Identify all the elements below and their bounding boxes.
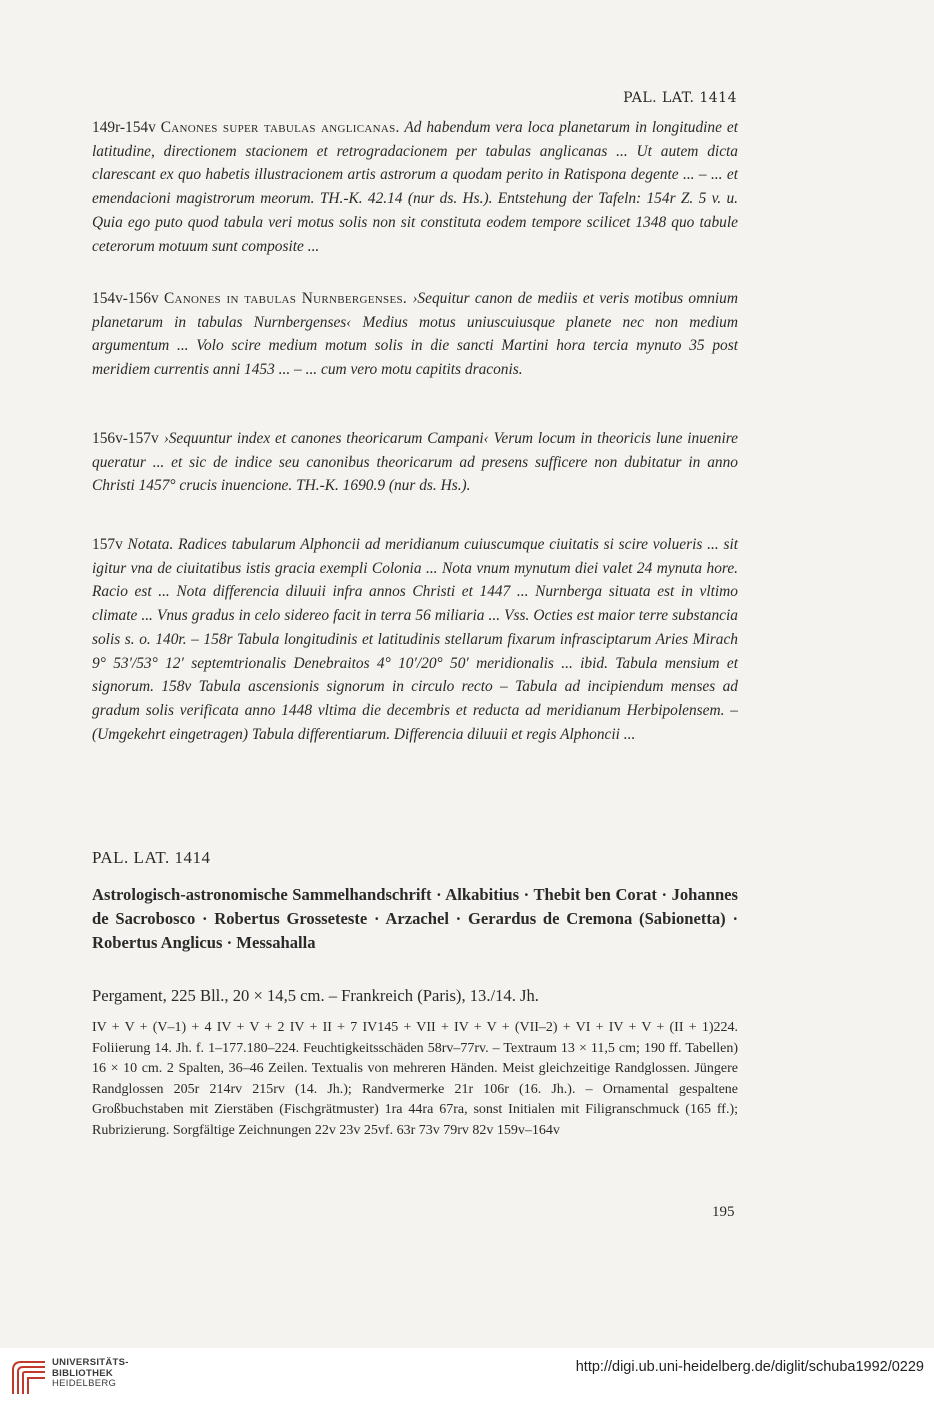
entry-3 xyxy=(92,427,738,498)
entry-1-ref: 149r-154v xyxy=(92,119,156,136)
manuscript-title: Astrologisch-astronomische Sammelhandschrift · Alkabitius · Thebit ben Corat · Johannes de Sacrobosco · Robertus Grosseteste · Arzachel · Gerardus de Cremona (Sabionetta) · Robertus Anglicus · Messahalla xyxy=(92,885,738,952)
library-name-line1: UNIVERSITÄTS- xyxy=(52,1357,129,1368)
library-name-line3: HEIDELBERG xyxy=(52,1378,117,1389)
entry-4 xyxy=(92,533,738,746)
entry-4-ref: 157v xyxy=(92,536,123,553)
section-heading: PAL. LAT. 1414 xyxy=(92,848,211,867)
entry-2-text: ›Sequitur canon de mediis et veris motibus omnium planetarum in tabulas Nurnbergenses‹ Medius motus uniuscuiusque planete nec non medium argumentum ... Volo scire medium motum solis in die sancti Martini hora tercia mynuto 35 post meridiem currentis anni 1453 ... – ... cum vero motu capitits draconis. xyxy=(92,290,738,379)
page-number: 195 xyxy=(712,1204,735,1220)
entry-1 xyxy=(92,116,738,258)
collation-description: IV + V + (V–1) + 4 IV + V + 2 IV + II + 7 IV145 + VII + IV + V + (VII–2) + VI + IV + V + (II + 1)224. Foliierung 14. Jh. f. 1–177.180–224. Feuchtigkeitsschäden 58rv–77rv. – Textraum 13 × 11,5 cm; 190 ff. Tabellen) 16 × 10 cm. 2 Spalten, 36–46 Zeilen. Textualis von mehreren Händen. Meist gleichzeitige Randglossen. Jüngere Randglossen 205r 214rv 215rv (14. Jh.); Randvermerke 21r 106r (16. Jh.). – Ornamental gespaltene Großbuchstaben mit Zierstäben (Fischgrätmuster) 1ra 44ra 67ra, sonst Initialen mit Filigranschmuck (165 ff.); Rubrizierung. Sorgfältige Zeichnungen 22v 23v 25vf. 63r 73v 79rv 82v 159v–164v xyxy=(92,1020,738,1138)
entry-2 xyxy=(92,287,738,382)
library-name[interactable] xyxy=(52,1358,129,1390)
running-head: PAL. LAT. 1414 xyxy=(623,90,737,106)
entry-4-text: Notata. Radices tabularum Alphoncii ad meridianum cuiuscumque ciuitatis si scire volueris ... sit igitur vna de ciuitatibus istis gracia exempli Colonia ... Nota vnum mynutum diei valet 24 mynuta hore. Racio est ... Nota differencia diluuii infra annos Christi et 1447 ... Nurnberga situata est in vltimo climate ... Vnus gradus in celo sidereo facit in terra 56 miliaria ... Vss. Octies est maior terre substancia solis s. o. 140r. – 158r Tabula longitudinis et latitudinis stellarum fixarum infrasciptarum Aries Mirach 9° 53′/53° 12′ septemtrionalis Denebraitos 4° 10′/20° 50′ meridionalis ... ibid. Tabula mensium et signorum. 158v Tabula ascensionis signorum in circulo recto – Tabula ad incipiendum menses ad gradum solis verificata anno 1448 vltima die decembris et reducta ad meridianum Herbipolensem. – (Umgekehrt eingetragen) Tabula differentiarum. Differencia diluuii et regis Alphoncii ... xyxy=(92,536,738,743)
library-name-line2: BIBLIOTHEK xyxy=(52,1367,114,1379)
entry-2-heading: Canones in tabulas Nurnbergenses. xyxy=(163,290,408,307)
source-url-link[interactable]: http://digi.ub.uni-heidelberg.de/diglit/schuba1992/0229 xyxy=(575,1359,924,1375)
entry-3-text: ›Sequuntur index et canones theoricarum Campani‹ Verum locum in theoricis lune inuenire queratur ... et sic de indice seu canonibus theoricarum ad presens sufficere non dubitatur in anno Christi 1457° crucis inuencione. TH.-K. 1690.9 (nur ds. Hs.). xyxy=(92,430,738,495)
footer-bar xyxy=(0,1348,934,1410)
entry-3-ref: 156v-157v xyxy=(92,430,159,447)
entry-1-text: Ad habendum vera loca planetarum in longitudine et latitudine, directionem stacionem et retrogradacionem per tabulas anglicanas ... Ut autem dicta clarescant ex quo habetis illustracionem artis astrorum a quodam perito in Ratispona degente ... – ... et emendacioni magistrorum meorum. TH.-K. 42.14 (nur ds. Hs.). Entstehung der Tafeln: 154r Z. 5 v. u. Quia ego puto quod tabula veri motus solis non sit constituta eodem tempore scilicet 1348 quo tabule ceterorum motuum sunt composite ... xyxy=(92,119,738,255)
material-description: Pergament, 225 Bll., 20 × 14,5 cm. – Frankreich (Paris), 13./14. Jh. xyxy=(92,986,539,1005)
library-logo-icon[interactable] xyxy=(9,1358,47,1396)
entry-2-ref: 154v-156v xyxy=(92,290,159,307)
entry-1-heading: Canones super tabulas anglicanas. xyxy=(160,119,400,136)
